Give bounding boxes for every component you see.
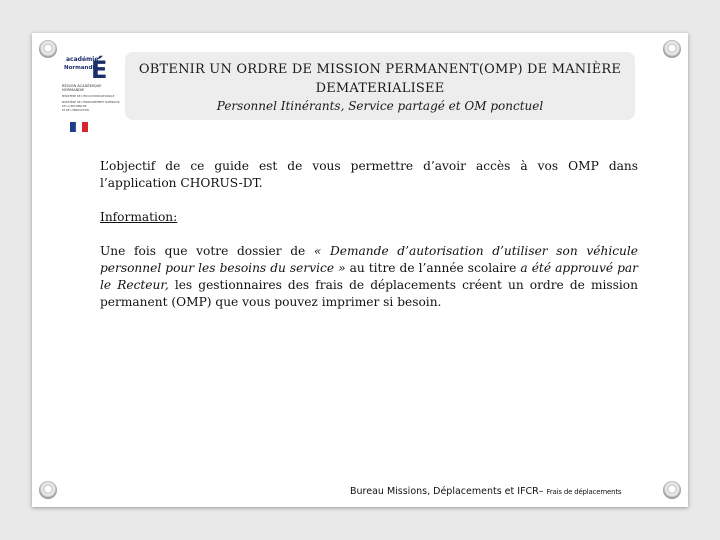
- pin-bottom-left-icon: [39, 481, 57, 499]
- info-text-2: au titre de l’année scolaire: [345, 261, 521, 275]
- svg-text:ET DE L'INNOVATION: ET DE L'INNOVATION: [62, 109, 89, 112]
- title-line-2: DEMATERIALISEE: [315, 81, 445, 96]
- slide-footer: [350, 486, 621, 497]
- svg-text:Normandie: Normandie: [64, 65, 99, 71]
- pin-top-right-icon: [663, 40, 681, 58]
- svg-text:É: É: [91, 56, 108, 84]
- svg-text:MINISTÈRE DE L'ENSEIGNEMENT SU: MINISTÈRE DE L'ENSEIGNEMENT SUPÉRIEUR: [62, 101, 120, 104]
- objectif-paragraph: L’objectif de ce guide est de vous permettre d’avoir accès à vos OMP dans l’application CHORUS-DT.: [100, 159, 638, 190]
- info-italic-1: « Demande d’autorisation d’utiliser son véhicule personnel pour les besoins du service »: [100, 244, 638, 275]
- info-italic-2: a été approuvé par le Recteur,: [100, 261, 638, 292]
- svg-text:académie: académie: [66, 56, 99, 63]
- information-heading: Information:: [100, 210, 178, 224]
- footer-main-text: Bureau Missions, Déplacements et IFCR–: [350, 486, 547, 497]
- svg-text:RÉGION ACADÉMIQUE: RÉGION ACADÉMIQUE: [62, 84, 102, 88]
- pin-bottom-right-icon: [663, 481, 681, 499]
- academie-logo-icon: [60, 52, 120, 136]
- footer-small-text: Frais de déplacements: [546, 488, 622, 496]
- svg-text:NORMANDIE: NORMANDIE: [62, 88, 85, 92]
- title-line-1: OBTENIR UN ORDRE DE MISSION PERMANENT(OMP) DE MANIÈRE: [138, 62, 622, 77]
- info-text-3: les gestionnaires des frais de déplacements créent un ordre de mission permanent (OMP) que vous pouvez imprimer si besoin.: [100, 278, 638, 309]
- flag-blue: [70, 122, 76, 132]
- page-subtitle: Personnel Itinérants, Service partagé et OM ponctuel: [216, 99, 544, 113]
- flag-white: [76, 122, 82, 132]
- svg-text:DE LA RECHERCHE: DE LA RECHERCHE: [62, 105, 87, 108]
- pin-top-left-icon: [39, 40, 57, 58]
- svg-text:MINISTÈRE DE L'ÉDUCATION NATIO: MINISTÈRE DE L'ÉDUCATION NATIONALE: [62, 95, 115, 98]
- information-paragraph: [100, 243, 638, 311]
- flag-red: [82, 122, 88, 132]
- info-text-1: Une fois que votre dossier de: [100, 244, 314, 258]
- academie-normandie-logo: [60, 52, 120, 136]
- title-banner: [125, 52, 635, 120]
- slide-content: [100, 158, 638, 311]
- page-title: [125, 60, 635, 98]
